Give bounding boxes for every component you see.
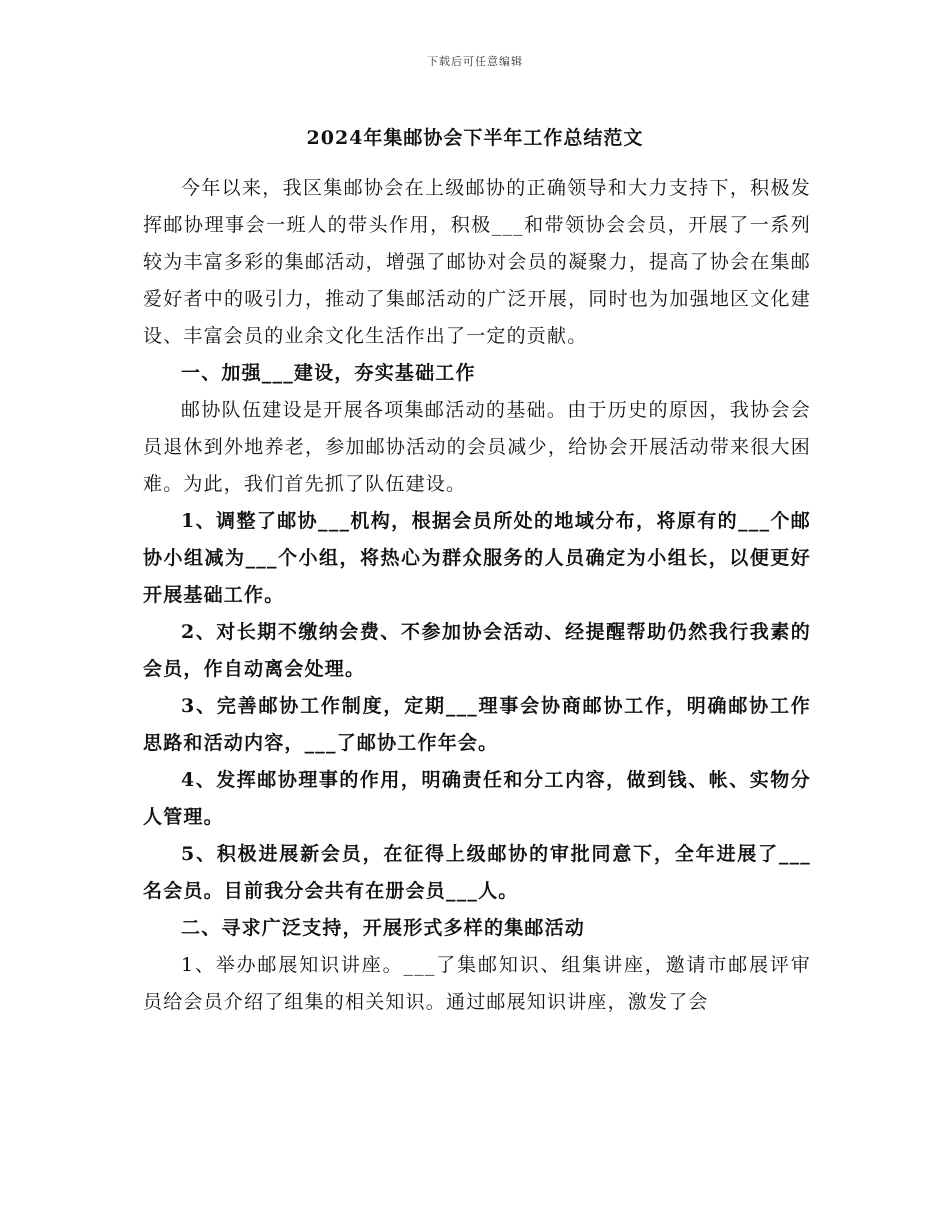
- header-note: 下载后可任意编辑: [427, 55, 523, 68]
- section-heading: 二、寻求广泛支持，开展形式多样的集邮活动: [181, 917, 586, 939]
- list-item: 2、对长期不缴纳会费、不参加协会活动、经提醒帮助仍然我行我素的会员，作自动离会处理。: [143, 621, 811, 680]
- section-heading: 一、加强___建设，夯实基础工作: [181, 362, 476, 384]
- paragraph: 1、举办邮展知识讲座。___了集邮知识、组集讲座，邀请市邮展评审员给会员介绍了组集的相关知识。通过邮展知识讲座，激发了会: [143, 954, 811, 1013]
- document-body: [143, 170, 811, 1021]
- list-item: 1、调整了邮协___机构，根据会员所处的地域分布，将原有的___个邮协小组减为___个小组，将热心为群众服务的人员确定为小组长，以便更好开展基础工作。: [143, 510, 811, 606]
- list-item: 5、积极进展新会员，在征得上级邮协的审批同意下，全年进展了___名会员。目前我分会共有在册会员___人。: [143, 843, 811, 902]
- paragraph: 邮协队伍建设是开展各项集邮活动的基础。由于历史的原因，我协会会员退休到外地养老，参加邮协活动的会员减少，给协会开展活动带来很大困难。为此，我们首先抓了队伍建设。: [143, 399, 811, 495]
- paragraph: 今年以来，我区集邮协会在上级邮协的正确领导和大力支持下，积极发挥邮协理事会一班人的带头作用，积极___和带领协会会员，开展了一系列较为丰富多彩的集邮活动，增强了邮协对会员的凝聚力，提高了协会在集邮爱好者中的吸引力，推动了集邮活动的广泛开展，同时也为加强地区文化建设、丰富会员的业余文化生活作出了一定的贡献。: [143, 177, 811, 347]
- list-item: 4、发挥邮协理事的作用，明确责任和分工内容，做到钱、帐、实物分人管理。: [143, 769, 811, 828]
- document-title: 2024年集邮协会下半年工作总结范文: [306, 127, 644, 149]
- list-item: 3、完善邮协工作制度，定期___理事会协商邮协工作，明确邮协工作思路和活动内容，___了邮协工作年会。: [143, 695, 811, 754]
